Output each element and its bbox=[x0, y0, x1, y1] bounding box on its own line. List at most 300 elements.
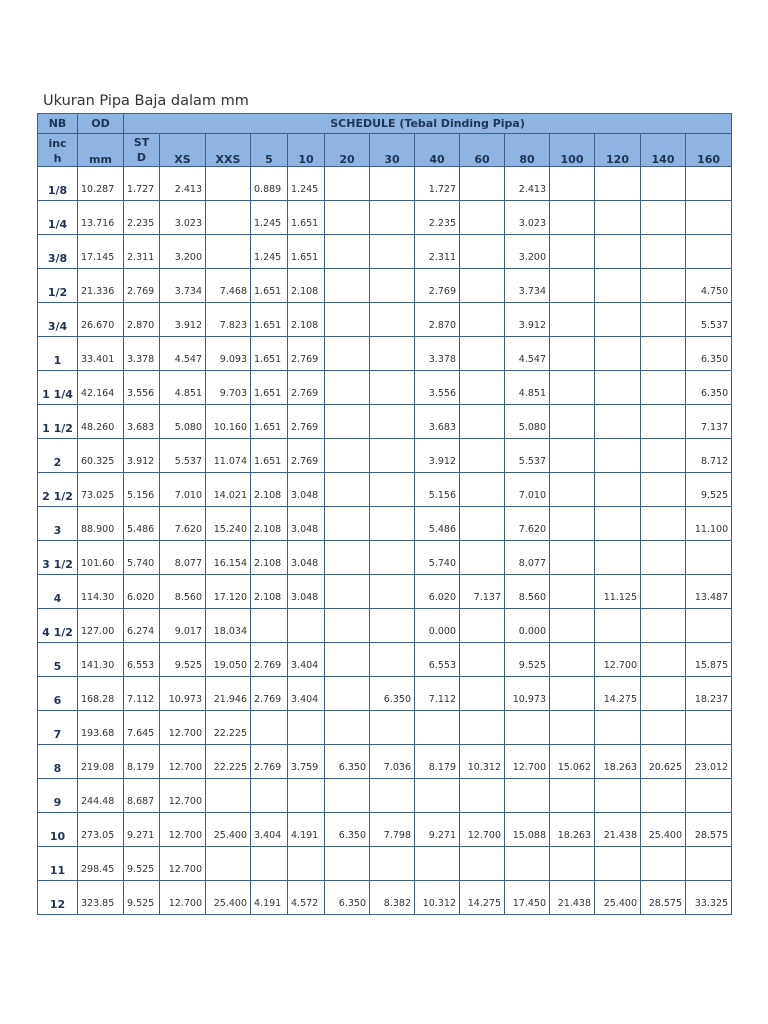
schedule-cell: 6.350 bbox=[686, 371, 732, 405]
schedule-cell bbox=[595, 779, 641, 813]
schedule-cell: 10.160 bbox=[206, 405, 251, 439]
header-col-40: 40 bbox=[415, 134, 460, 167]
schedule-cell: 2.413 bbox=[160, 167, 206, 201]
schedule-cell: 7.798 bbox=[370, 813, 415, 847]
schedule-cell: 16.154 bbox=[206, 541, 251, 575]
schedule-cell bbox=[641, 575, 686, 609]
schedule-cell bbox=[550, 473, 595, 507]
schedule-cell: 8.179 bbox=[415, 745, 460, 779]
schedule-cell: 10.973 bbox=[160, 677, 206, 711]
schedule-cell: 2.108 bbox=[251, 473, 288, 507]
schedule-cell bbox=[325, 575, 370, 609]
od-cell: 60.325 bbox=[78, 439, 124, 473]
header-col-140: 140 bbox=[641, 134, 686, 167]
table-row bbox=[38, 507, 732, 541]
schedule-cell bbox=[641, 677, 686, 711]
schedule-cell: 3.378 bbox=[124, 337, 160, 371]
schedule-cell bbox=[370, 643, 415, 677]
od-cell: 219.08 bbox=[78, 745, 124, 779]
schedule-cell: 1.651 bbox=[251, 371, 288, 405]
od-cell: 13.716 bbox=[78, 201, 124, 235]
schedule-cell bbox=[325, 609, 370, 643]
schedule-cell: 3.759 bbox=[288, 745, 325, 779]
schedule-cell: 21.438 bbox=[550, 881, 595, 915]
schedule-cell: 12.700 bbox=[160, 881, 206, 915]
schedule-cell: 18.263 bbox=[550, 813, 595, 847]
schedule-cell bbox=[325, 405, 370, 439]
schedule-cell bbox=[550, 371, 595, 405]
header-col-5: 5 bbox=[251, 134, 288, 167]
header-col-20: 20 bbox=[325, 134, 370, 167]
table-row bbox=[38, 337, 732, 371]
schedule-cell bbox=[370, 167, 415, 201]
schedule-cell bbox=[460, 473, 505, 507]
table-row bbox=[38, 201, 732, 235]
nb-cell: 1/4 bbox=[38, 201, 78, 235]
schedule-cell: 5.740 bbox=[124, 541, 160, 575]
schedule-cell: 1.651 bbox=[288, 235, 325, 269]
schedule-cell: 3.404 bbox=[251, 813, 288, 847]
schedule-cell bbox=[325, 201, 370, 235]
header-inch bbox=[38, 134, 78, 167]
schedule-cell: 9.525 bbox=[505, 643, 550, 677]
schedule-cell: 3.912 bbox=[415, 439, 460, 473]
schedule-cell bbox=[641, 541, 686, 575]
table-row bbox=[38, 575, 732, 609]
od-cell: 48.260 bbox=[78, 405, 124, 439]
schedule-cell bbox=[550, 337, 595, 371]
schedule-cell: 12.700 bbox=[160, 711, 206, 745]
schedule-cell: 2.769 bbox=[124, 269, 160, 303]
schedule-cell: 15.875 bbox=[686, 643, 732, 677]
schedule-cell: 4.572 bbox=[288, 881, 325, 915]
header-col-100: 100 bbox=[550, 134, 595, 167]
schedule-cell: 4.191 bbox=[251, 881, 288, 915]
schedule-cell: 25.400 bbox=[641, 813, 686, 847]
schedule-cell bbox=[550, 779, 595, 813]
schedule-cell bbox=[595, 507, 641, 541]
header-nb: NB bbox=[38, 114, 78, 134]
schedule-cell bbox=[370, 405, 415, 439]
schedule-cell bbox=[641, 235, 686, 269]
schedule-cell: 9.271 bbox=[415, 813, 460, 847]
schedule-cell bbox=[550, 677, 595, 711]
header-col-80: 80 bbox=[505, 134, 550, 167]
schedule-cell: 5.537 bbox=[160, 439, 206, 473]
schedule-cell: 5.080 bbox=[160, 405, 206, 439]
od-cell: 73.025 bbox=[78, 473, 124, 507]
schedule-cell: 4.851 bbox=[160, 371, 206, 405]
schedule-cell bbox=[460, 439, 505, 473]
schedule-cell: 4.191 bbox=[288, 813, 325, 847]
schedule-cell: 2.108 bbox=[251, 541, 288, 575]
schedule-cell: 1.651 bbox=[251, 405, 288, 439]
schedule-cell bbox=[370, 711, 415, 745]
schedule-cell: 7.620 bbox=[505, 507, 550, 541]
table-row bbox=[38, 643, 732, 677]
schedule-cell: 5.740 bbox=[415, 541, 460, 575]
schedule-cell: 10.973 bbox=[505, 677, 550, 711]
schedule-cell: 8.077 bbox=[160, 541, 206, 575]
schedule-cell: 2.108 bbox=[288, 303, 325, 337]
schedule-cell: 3.404 bbox=[288, 643, 325, 677]
schedule-cell bbox=[325, 303, 370, 337]
schedule-cell bbox=[550, 201, 595, 235]
header-col-30: 30 bbox=[370, 134, 415, 167]
schedule-cell: 0.000 bbox=[415, 609, 460, 643]
schedule-cell: 3.683 bbox=[415, 405, 460, 439]
schedule-cell: 25.400 bbox=[595, 881, 641, 915]
schedule-cell: 11.100 bbox=[686, 507, 732, 541]
schedule-cell bbox=[550, 269, 595, 303]
schedule-cell: 1.727 bbox=[124, 167, 160, 201]
schedule-cell bbox=[415, 779, 460, 813]
schedule-cell bbox=[595, 337, 641, 371]
schedule-cell bbox=[595, 371, 641, 405]
schedule-cell: 3.378 bbox=[415, 337, 460, 371]
od-cell: 17.145 bbox=[78, 235, 124, 269]
nb-cell: 3 1/2 bbox=[38, 541, 78, 575]
schedule-cell: 6.350 bbox=[686, 337, 732, 371]
schedule-cell bbox=[686, 541, 732, 575]
nb-cell: 8 bbox=[38, 745, 78, 779]
schedule-cell bbox=[460, 541, 505, 575]
schedule-cell bbox=[288, 779, 325, 813]
schedule-cell bbox=[325, 473, 370, 507]
table-row bbox=[38, 269, 732, 303]
schedule-cell bbox=[288, 711, 325, 745]
schedule-cell: 5.537 bbox=[505, 439, 550, 473]
schedule-cell bbox=[251, 711, 288, 745]
schedule-cell bbox=[641, 507, 686, 541]
schedule-cell bbox=[251, 847, 288, 881]
table-row bbox=[38, 405, 732, 439]
schedule-cell: 11.125 bbox=[595, 575, 641, 609]
nb-cell: 1/2 bbox=[38, 269, 78, 303]
schedule-cell: 6.350 bbox=[325, 745, 370, 779]
schedule-cell: 3.556 bbox=[124, 371, 160, 405]
schedule-cell bbox=[641, 167, 686, 201]
schedule-cell: 3.404 bbox=[288, 677, 325, 711]
schedule-cell bbox=[206, 201, 251, 235]
schedule-cell: 0.000 bbox=[505, 609, 550, 643]
schedule-cell: 4.851 bbox=[505, 371, 550, 405]
schedule-cell: 2.108 bbox=[288, 269, 325, 303]
schedule-cell bbox=[206, 847, 251, 881]
schedule-cell: 8.560 bbox=[505, 575, 550, 609]
schedule-cell bbox=[550, 643, 595, 677]
table-row bbox=[38, 609, 732, 643]
schedule-cell: 6.350 bbox=[370, 677, 415, 711]
nb-cell: 1 1/4 bbox=[38, 371, 78, 405]
table-body bbox=[38, 167, 732, 915]
schedule-cell: 1.245 bbox=[288, 167, 325, 201]
schedule-cell bbox=[325, 711, 370, 745]
schedule-cell bbox=[370, 269, 415, 303]
schedule-cell bbox=[550, 847, 595, 881]
nb-cell: 11 bbox=[38, 847, 78, 881]
schedule-cell bbox=[251, 609, 288, 643]
schedule-cell: 7.010 bbox=[160, 473, 206, 507]
schedule-cell: 7.620 bbox=[160, 507, 206, 541]
schedule-cell: 7.137 bbox=[460, 575, 505, 609]
schedule-cell bbox=[550, 711, 595, 745]
schedule-cell: 7.468 bbox=[206, 269, 251, 303]
schedule-cell: 2.769 bbox=[288, 337, 325, 371]
schedule-cell: 7.010 bbox=[505, 473, 550, 507]
schedule-cell bbox=[206, 779, 251, 813]
schedule-cell: 2.769 bbox=[251, 643, 288, 677]
table-row bbox=[38, 881, 732, 915]
schedule-cell bbox=[325, 507, 370, 541]
schedule-cell bbox=[325, 541, 370, 575]
schedule-cell bbox=[370, 473, 415, 507]
table-row bbox=[38, 745, 732, 779]
schedule-cell: 2.769 bbox=[288, 439, 325, 473]
schedule-cell bbox=[550, 235, 595, 269]
schedule-cell: 9.017 bbox=[160, 609, 206, 643]
schedule-cell bbox=[550, 439, 595, 473]
schedule-cell: 9.703 bbox=[206, 371, 251, 405]
schedule-cell: 2.413 bbox=[505, 167, 550, 201]
schedule-cell: 3.912 bbox=[505, 303, 550, 337]
schedule-cell bbox=[325, 337, 370, 371]
schedule-cell: 19.050 bbox=[206, 643, 251, 677]
schedule-cell bbox=[595, 541, 641, 575]
schedule-cell: 4.547 bbox=[160, 337, 206, 371]
schedule-cell bbox=[550, 609, 595, 643]
schedule-cell bbox=[595, 711, 641, 745]
schedule-cell bbox=[505, 711, 550, 745]
od-cell: 88.900 bbox=[78, 507, 124, 541]
schedule-cell: 9.525 bbox=[160, 643, 206, 677]
schedule-cell bbox=[641, 779, 686, 813]
schedule-cell: 3.556 bbox=[415, 371, 460, 405]
od-cell: 101.60 bbox=[78, 541, 124, 575]
schedule-cell: 12.700 bbox=[160, 745, 206, 779]
schedule-cell bbox=[370, 439, 415, 473]
header-col-xxs: XXS bbox=[206, 134, 251, 167]
schedule-cell: 8.382 bbox=[370, 881, 415, 915]
schedule-cell bbox=[595, 269, 641, 303]
schedule-cell bbox=[370, 507, 415, 541]
nb-cell: 1/8 bbox=[38, 167, 78, 201]
nb-cell: 1 1/2 bbox=[38, 405, 78, 439]
schedule-cell: 11.074 bbox=[206, 439, 251, 473]
schedule-cell: 5.080 bbox=[505, 405, 550, 439]
schedule-cell: 14.275 bbox=[595, 677, 641, 711]
schedule-cell bbox=[325, 235, 370, 269]
schedule-cell bbox=[370, 303, 415, 337]
schedule-cell: 6.274 bbox=[124, 609, 160, 643]
header-row-top bbox=[38, 114, 732, 134]
schedule-cell: 2.870 bbox=[124, 303, 160, 337]
schedule-cell: 3.200 bbox=[505, 235, 550, 269]
table-row bbox=[38, 711, 732, 745]
schedule-cell bbox=[460, 201, 505, 235]
schedule-cell: 15.088 bbox=[505, 813, 550, 847]
header-row-columns bbox=[38, 134, 732, 167]
schedule-cell bbox=[550, 541, 595, 575]
schedule-cell bbox=[370, 779, 415, 813]
schedule-cell: 1.245 bbox=[251, 201, 288, 235]
schedule-cell: 12.700 bbox=[160, 779, 206, 813]
schedule-cell bbox=[460, 371, 505, 405]
schedule-cell: 1.651 bbox=[251, 337, 288, 371]
schedule-cell: 1.651 bbox=[288, 201, 325, 235]
schedule-cell bbox=[505, 847, 550, 881]
schedule-cell: 2.769 bbox=[288, 405, 325, 439]
schedule-cell: 12.700 bbox=[460, 813, 505, 847]
schedule-cell: 2.235 bbox=[124, 201, 160, 235]
od-cell: 298.45 bbox=[78, 847, 124, 881]
schedule-cell: 7.112 bbox=[415, 677, 460, 711]
schedule-cell: 28.575 bbox=[686, 813, 732, 847]
schedule-cell bbox=[460, 235, 505, 269]
schedule-cell bbox=[595, 609, 641, 643]
schedule-cell: 12.700 bbox=[505, 745, 550, 779]
nb-cell: 1 bbox=[38, 337, 78, 371]
schedule-cell: 1.651 bbox=[251, 303, 288, 337]
schedule-cell: 8.687 bbox=[124, 779, 160, 813]
schedule-cell bbox=[288, 609, 325, 643]
nb-cell: 3/4 bbox=[38, 303, 78, 337]
schedule-cell bbox=[641, 439, 686, 473]
table-row bbox=[38, 303, 732, 337]
schedule-cell bbox=[595, 439, 641, 473]
schedule-cell: 2.769 bbox=[415, 269, 460, 303]
table-row bbox=[38, 439, 732, 473]
schedule-cell bbox=[641, 473, 686, 507]
schedule-cell bbox=[460, 507, 505, 541]
schedule-cell: 3.734 bbox=[160, 269, 206, 303]
header-col-xs: XS bbox=[160, 134, 206, 167]
schedule-cell: 2.108 bbox=[251, 575, 288, 609]
nb-cell: 3 bbox=[38, 507, 78, 541]
od-cell: 127.00 bbox=[78, 609, 124, 643]
schedule-cell: 14.021 bbox=[206, 473, 251, 507]
schedule-cell: 13.487 bbox=[686, 575, 732, 609]
schedule-cell bbox=[686, 609, 732, 643]
schedule-cell bbox=[325, 167, 370, 201]
schedule-cell bbox=[686, 201, 732, 235]
schedule-cell bbox=[595, 235, 641, 269]
schedule-cell bbox=[595, 473, 641, 507]
table-row bbox=[38, 473, 732, 507]
schedule-cell bbox=[325, 779, 370, 813]
schedule-cell: 7.137 bbox=[686, 405, 732, 439]
table-row bbox=[38, 677, 732, 711]
schedule-cell bbox=[460, 711, 505, 745]
schedule-cell bbox=[641, 643, 686, 677]
schedule-cell bbox=[370, 541, 415, 575]
schedule-cell bbox=[325, 677, 370, 711]
schedule-cell bbox=[460, 337, 505, 371]
schedule-cell: 8.560 bbox=[160, 575, 206, 609]
schedule-cell bbox=[325, 643, 370, 677]
schedule-cell bbox=[686, 711, 732, 745]
od-cell: 26.670 bbox=[78, 303, 124, 337]
schedule-cell: 9.525 bbox=[124, 847, 160, 881]
od-cell: 273.05 bbox=[78, 813, 124, 847]
schedule-cell bbox=[325, 371, 370, 405]
schedule-cell bbox=[641, 201, 686, 235]
schedule-cell: 21.438 bbox=[595, 813, 641, 847]
header-col-10: 10 bbox=[288, 134, 325, 167]
schedule-cell: 9.525 bbox=[686, 473, 732, 507]
schedule-cell: 9.271 bbox=[124, 813, 160, 847]
table-row bbox=[38, 779, 732, 813]
schedule-cell bbox=[460, 405, 505, 439]
header-od: OD bbox=[78, 114, 124, 134]
nb-cell: 9 bbox=[38, 779, 78, 813]
nb-cell: 2 1/2 bbox=[38, 473, 78, 507]
schedule-cell bbox=[370, 609, 415, 643]
schedule-cell bbox=[325, 439, 370, 473]
schedule-cell bbox=[641, 303, 686, 337]
schedule-cell: 3.912 bbox=[160, 303, 206, 337]
od-cell: 21.336 bbox=[78, 269, 124, 303]
schedule-cell bbox=[595, 847, 641, 881]
schedule-cell: 9.525 bbox=[124, 881, 160, 915]
schedule-cell bbox=[370, 575, 415, 609]
schedule-cell: 21.946 bbox=[206, 677, 251, 711]
schedule-cell bbox=[641, 711, 686, 745]
schedule-cell bbox=[370, 201, 415, 235]
schedule-cell bbox=[251, 779, 288, 813]
table-row bbox=[38, 167, 732, 201]
schedule-cell bbox=[550, 575, 595, 609]
schedule-cell bbox=[460, 269, 505, 303]
schedule-cell bbox=[686, 779, 732, 813]
header-mm-label: mm bbox=[89, 153, 112, 166]
header-col-120: 120 bbox=[595, 134, 641, 167]
schedule-cell: 9.093 bbox=[206, 337, 251, 371]
header-schedule: SCHEDULE (Tebal Dinding Pipa) bbox=[124, 114, 732, 134]
schedule-cell bbox=[550, 167, 595, 201]
schedule-cell: 4.547 bbox=[505, 337, 550, 371]
schedule-cell: 18.034 bbox=[206, 609, 251, 643]
schedule-cell bbox=[370, 371, 415, 405]
schedule-cell: 2.311 bbox=[415, 235, 460, 269]
schedule-cell: 12.700 bbox=[595, 643, 641, 677]
schedule-cell: 3.683 bbox=[124, 405, 160, 439]
header-col-std: STD bbox=[124, 134, 160, 167]
nb-cell: 2 bbox=[38, 439, 78, 473]
header-mm bbox=[78, 134, 124, 167]
nb-cell: 7 bbox=[38, 711, 78, 745]
schedule-cell: 2.235 bbox=[415, 201, 460, 235]
schedule-cell: 18.263 bbox=[595, 745, 641, 779]
schedule-cell: 17.120 bbox=[206, 575, 251, 609]
schedule-cell bbox=[595, 405, 641, 439]
schedule-cell: 10.312 bbox=[460, 745, 505, 779]
schedule-cell bbox=[206, 167, 251, 201]
table-row bbox=[38, 541, 732, 575]
schedule-cell: 4.750 bbox=[686, 269, 732, 303]
schedule-cell: 3.200 bbox=[160, 235, 206, 269]
schedule-cell: 25.400 bbox=[206, 813, 251, 847]
schedule-cell bbox=[370, 235, 415, 269]
schedule-cell: 5.537 bbox=[686, 303, 732, 337]
pipe-size-table bbox=[37, 113, 732, 915]
schedule-cell: 2.769 bbox=[251, 677, 288, 711]
schedule-cell: 1.651 bbox=[251, 439, 288, 473]
schedule-cell: 3.023 bbox=[160, 201, 206, 235]
schedule-cell bbox=[460, 167, 505, 201]
schedule-cell: 17.450 bbox=[505, 881, 550, 915]
schedule-cell: 3.023 bbox=[505, 201, 550, 235]
